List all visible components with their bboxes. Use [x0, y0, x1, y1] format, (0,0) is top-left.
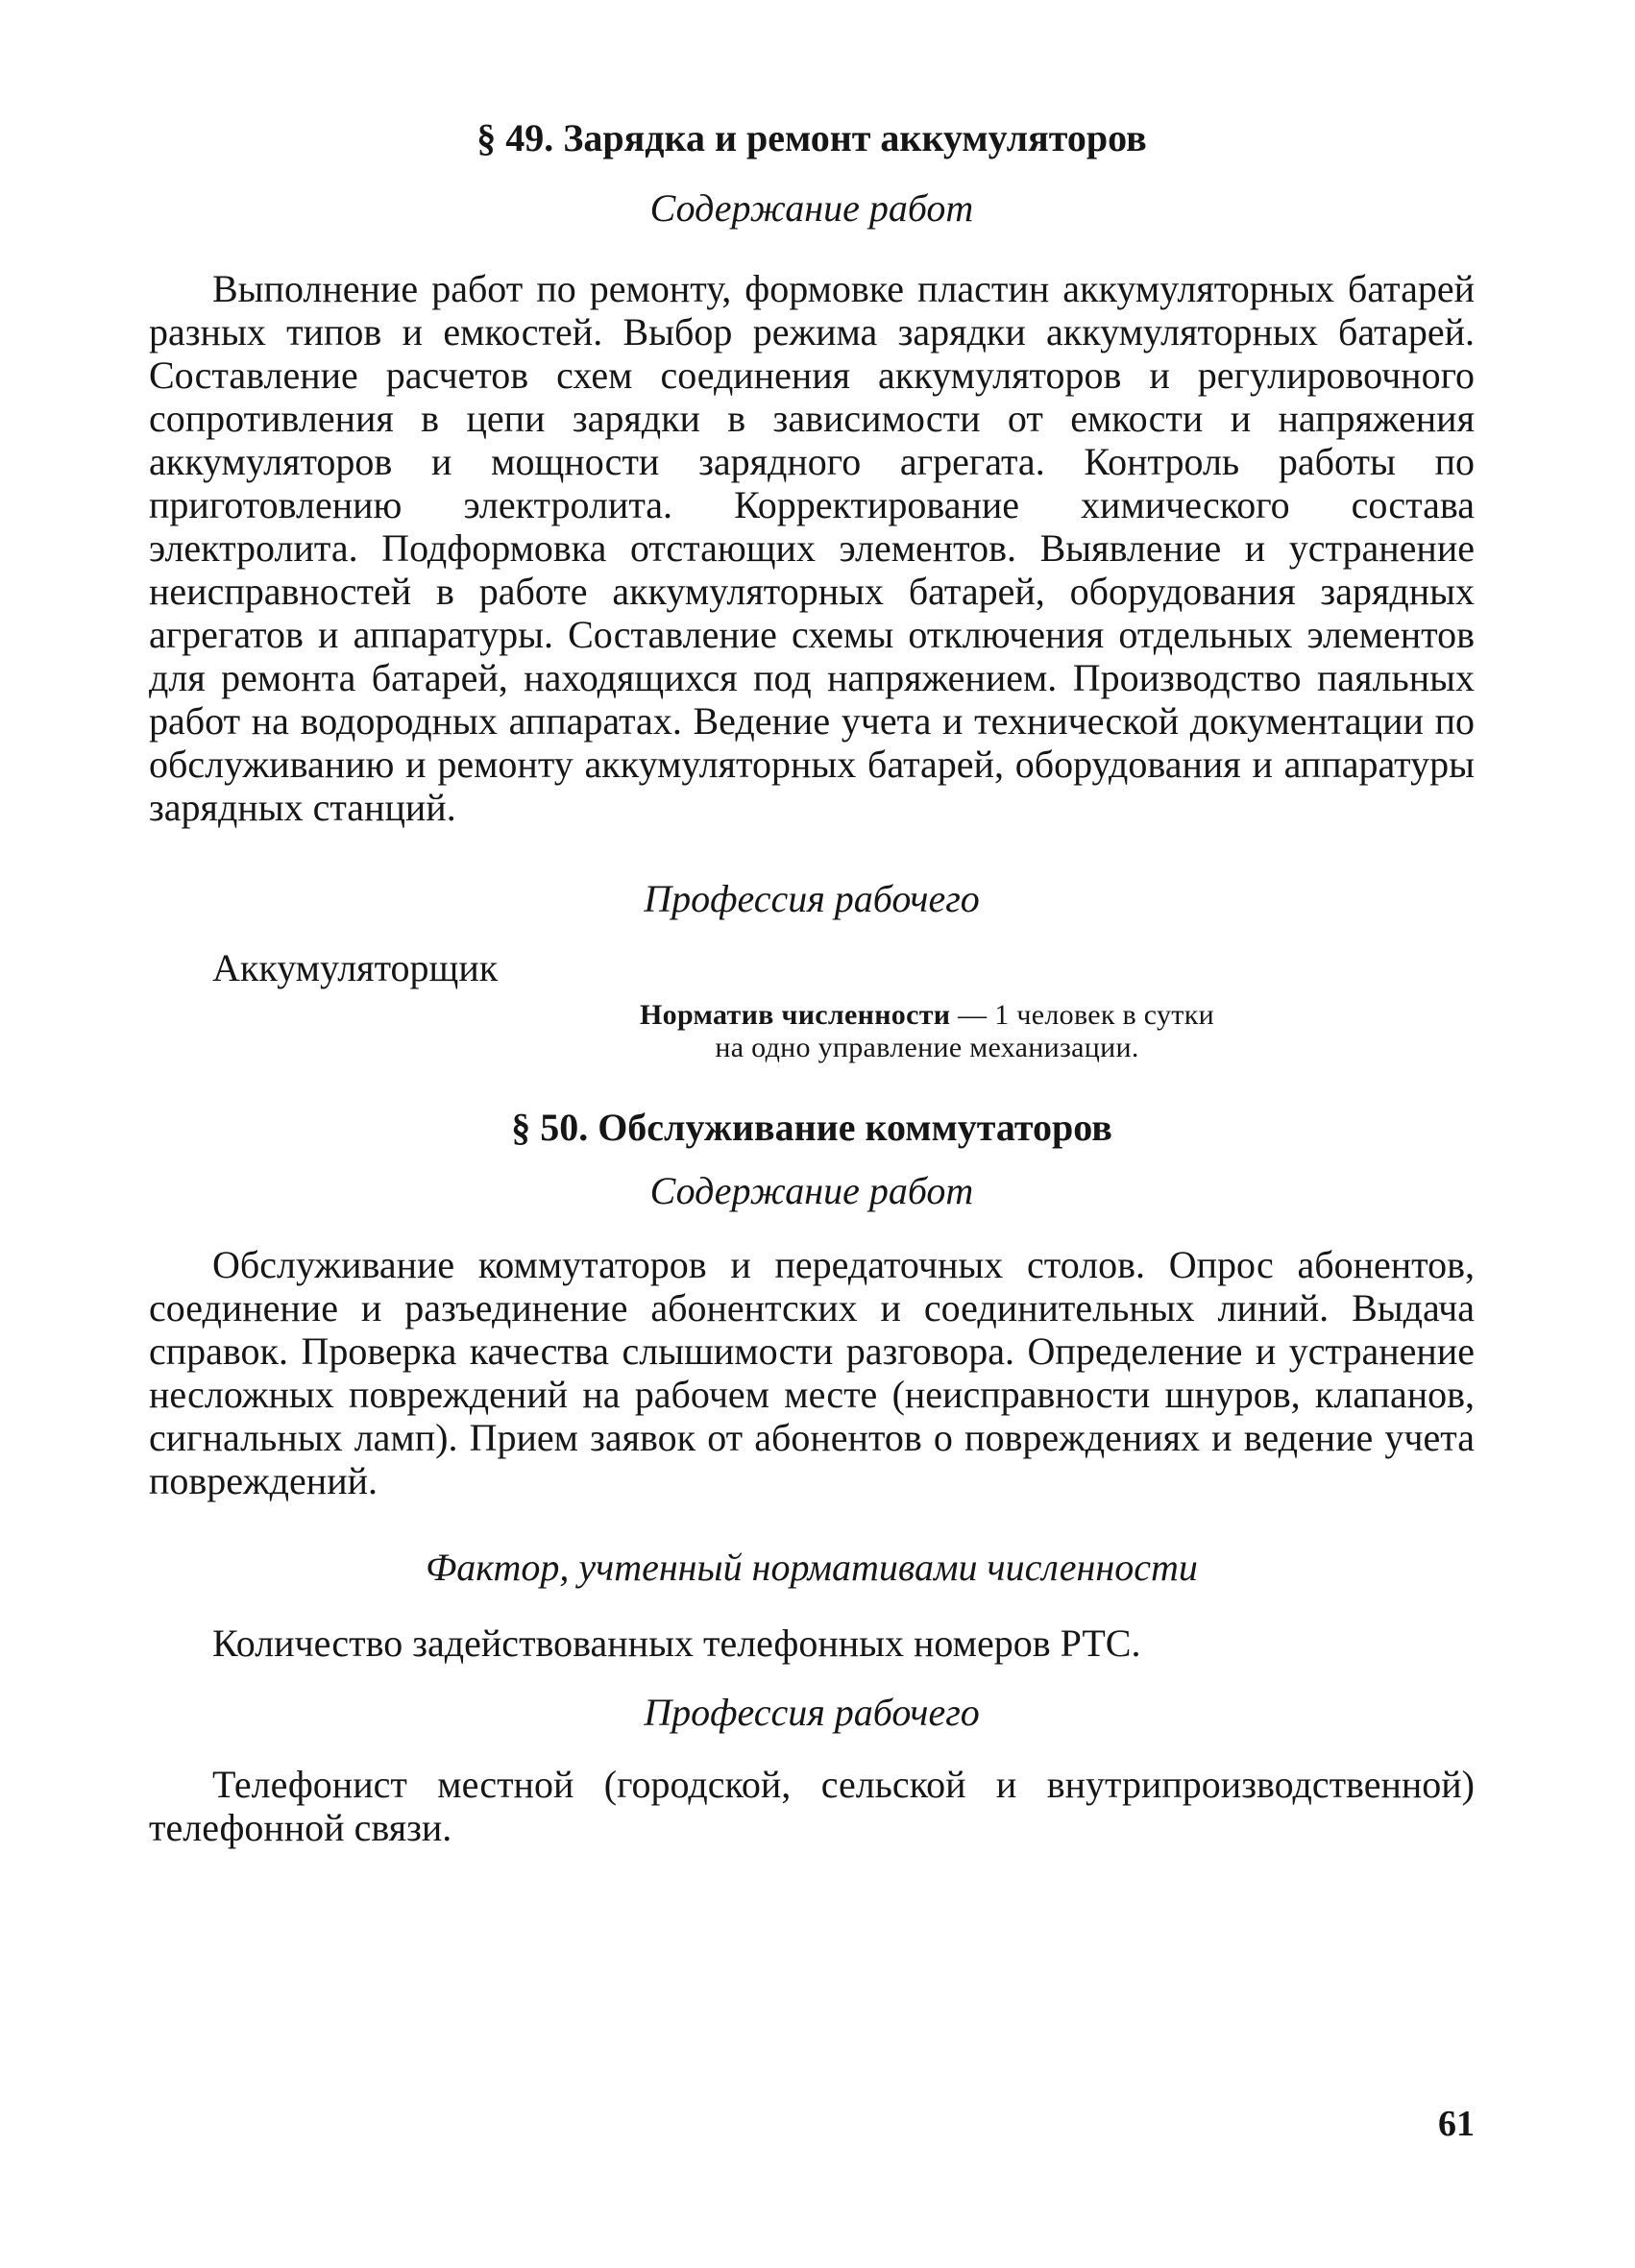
page-number: 61 — [1438, 2104, 1475, 2144]
norm-text: — 1 человек в сутки — [958, 999, 1214, 1031]
section-50-factor-heading: Фактор, учтенный нормативами численности — [426, 1546, 1198, 1589]
section-50-content-heading: Содержание работ — [649, 1169, 974, 1212]
section-50-factor: Количество задействованных телефонных номеров РТС. — [212, 1622, 1141, 1665]
section-49-norm-line2: на одно управление механизации. — [715, 1032, 1139, 1063]
section-50-content: Обслуживание коммутаторов и передаточных столов. Опрос абонентов, соединение и разъединение абонентских и соединительных линий. Выдача справок. Проверка качества слышимости разговора. Определение и устранение несложных повреждений на рабочем месте (неисправности шнуров, клапанов, сигнальных ламп). Прием заявок от абонентов о повреждениях и ведение учета повреждений. — [149, 1243, 1475, 1502]
document-page — [149, 115, 1475, 2209]
section-49-norm — [149, 999, 1475, 1032]
section-49-profession: Аккумуляторщик — [212, 946, 499, 989]
section-50-profession-heading: Профессия рабочего — [644, 1691, 980, 1734]
section-49-content-heading: Содержание работ — [649, 186, 974, 230]
section-49-profession-heading: Профессия рабочего — [644, 877, 980, 920]
section-50-profession: Телефонист местной (городской, сельской и внутрипроизводственной) телефонной связи. — [149, 1763, 1475, 1849]
section-49-title: § 49. Зарядка и ремонт аккумуляторов — [476, 116, 1147, 159]
norm-label: Норматив численности — [640, 999, 951, 1031]
section-50-title: § 50. Обслуживание коммутаторов — [511, 1106, 1112, 1149]
section-49-content: Выполнение работ по ремонту, формовке пластин аккумуляторных батарей разных типов и емкостей. Выбор режима зарядки аккумуляторных батарей. Составление расчетов схем соединения аккумуляторов и регулировочного сопротивления в цепи зарядки в зависимости от емкости и напряжения аккумуляторов и мощности зарядного агрегата. Контроль работы по приготовлению электролита. Корректирование химического состава электролита. Подформовка отстающих элементов. Выявление и устранение неисправностей в работе аккумуляторных батарей, оборудования зарядных агрегатов и аппаратуры. Составление схемы отключения отдельных элементов для ремонта батарей, находящихся под напряжением. Производство паяльных работ на водородных аппаратах. Ведение учета и технической документации по обслуживанию и ремонту аккумуляторных батарей, оборудования и аппаратуры зарядных станций. — [149, 267, 1475, 829]
